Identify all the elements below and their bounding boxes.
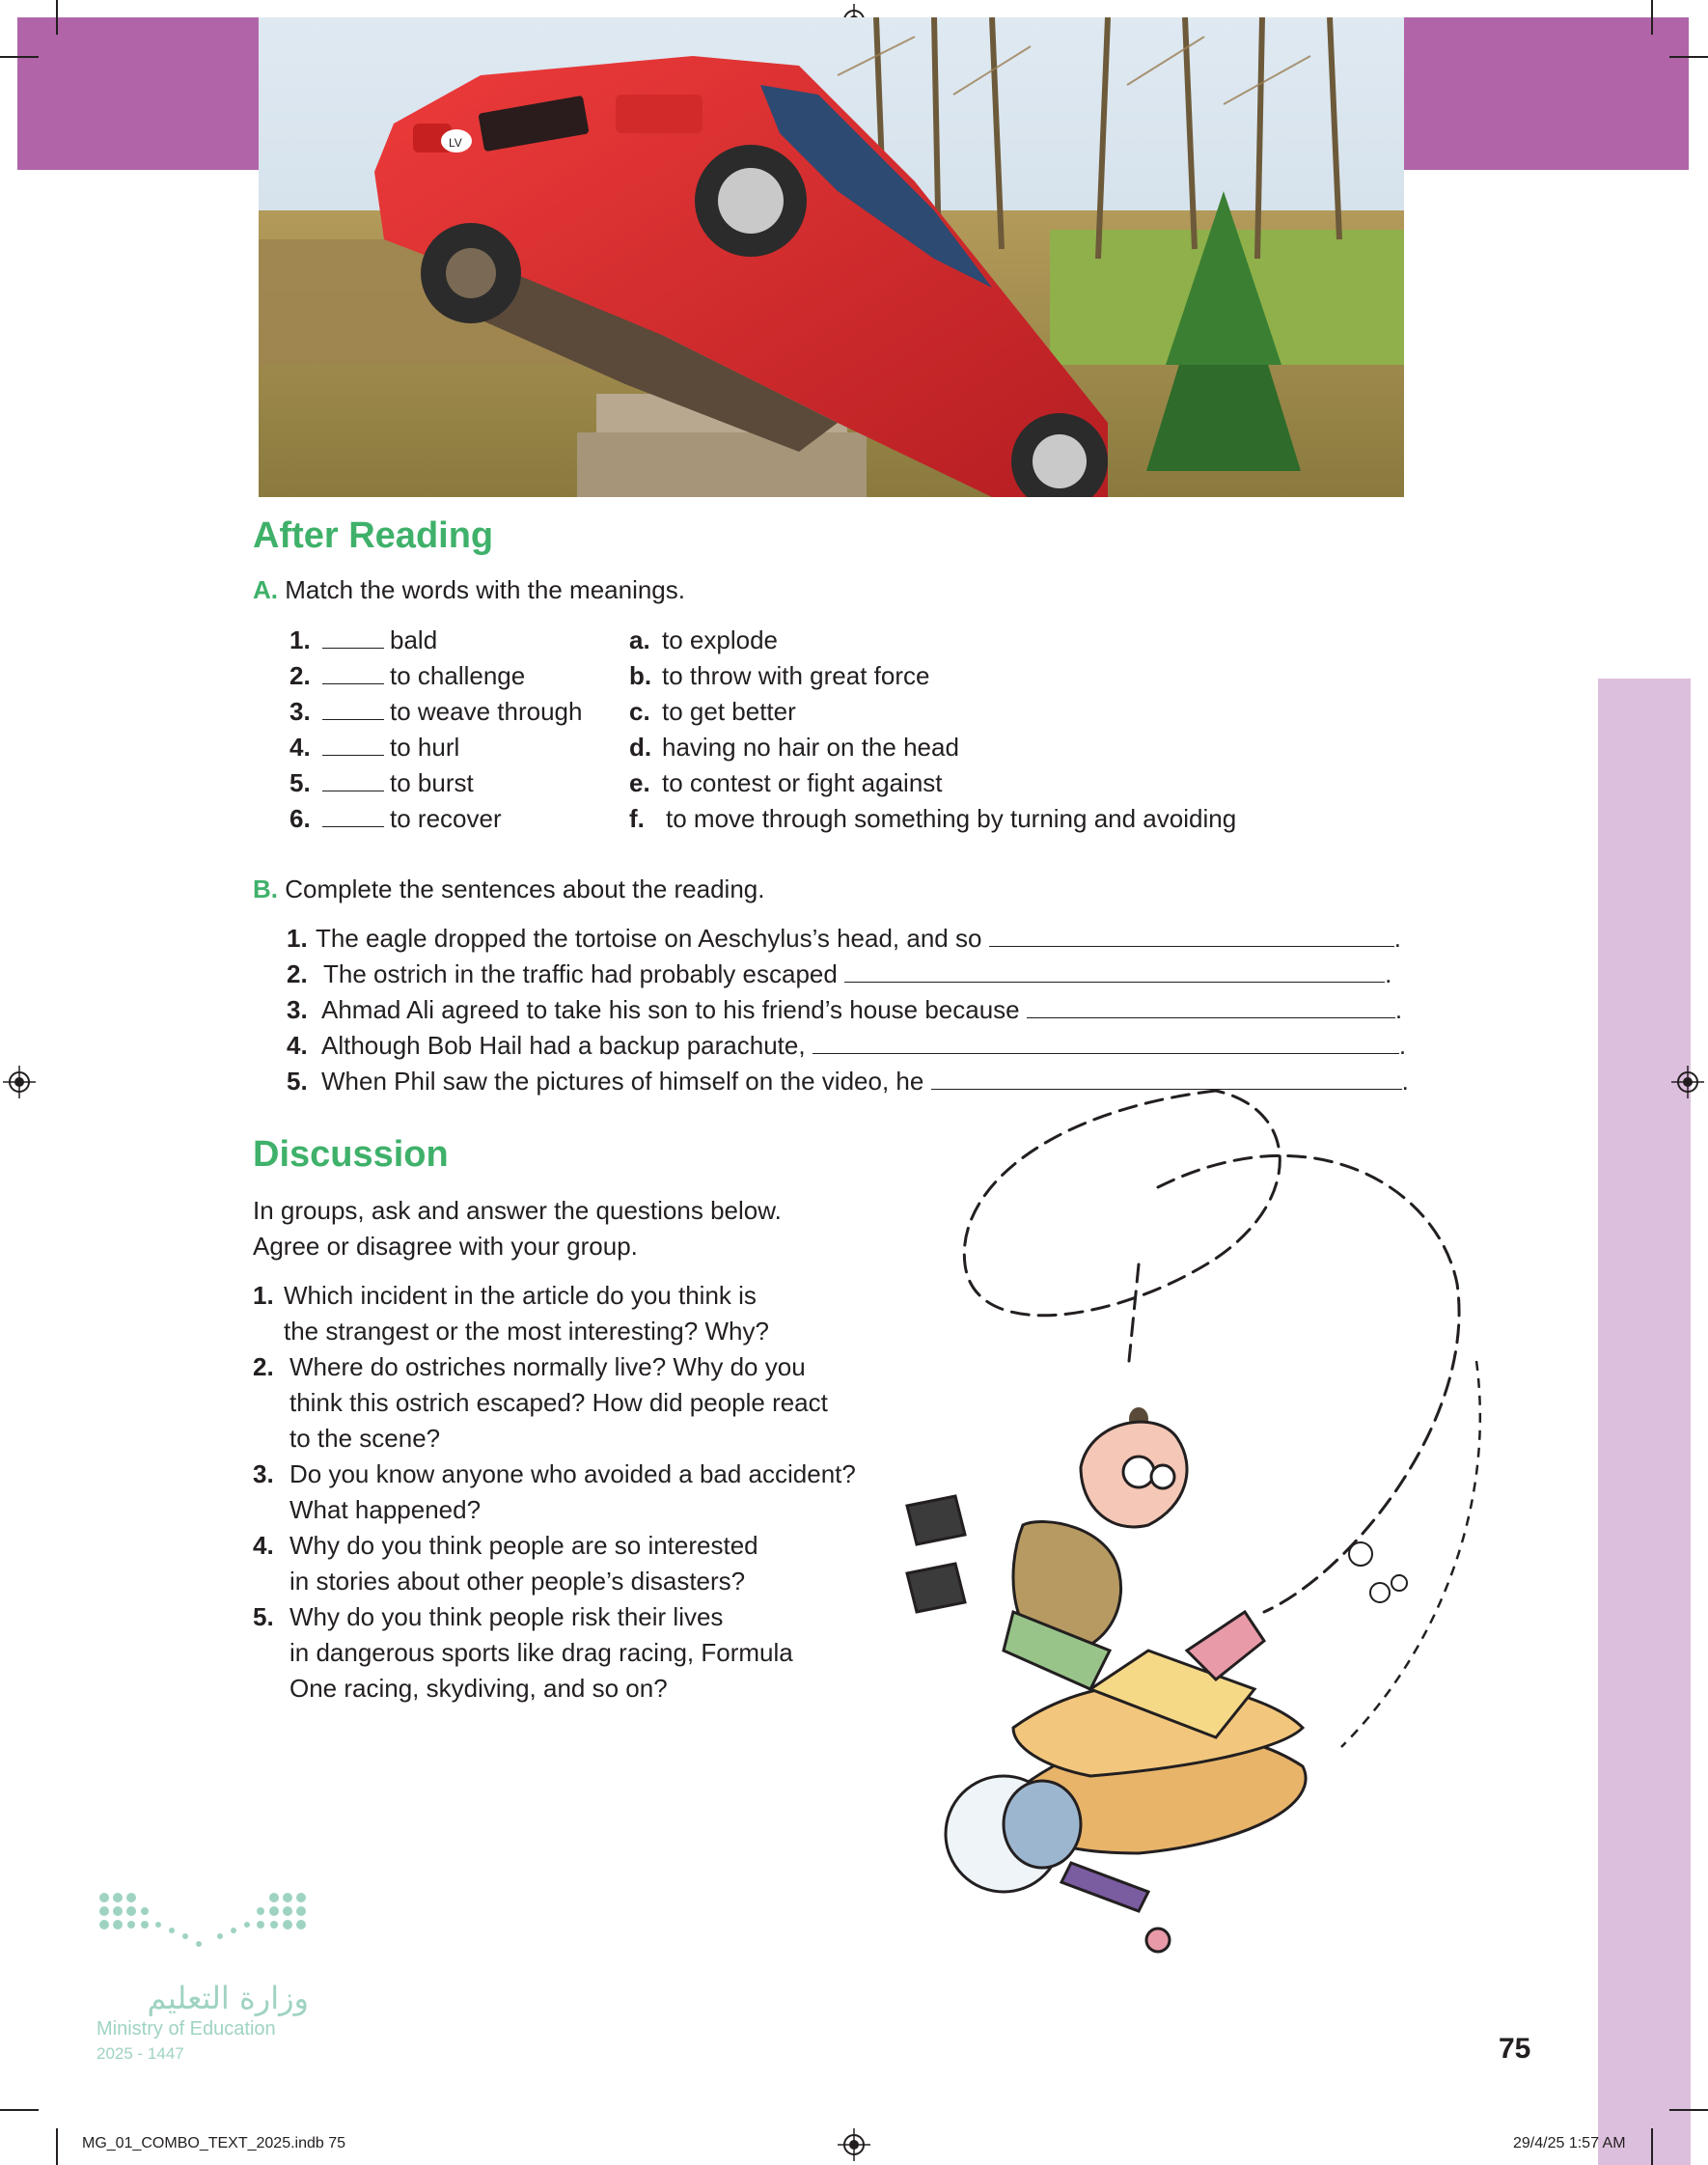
discussion-question: 4. Why do you think people are so interested in stories about other people’s disasters? — [253, 1531, 758, 1596]
crop-mark — [1651, 2128, 1653, 2165]
discussion-question: 5. Why do you think people risk their lives in dangerous sports like drag racing, Formula One racing, skydiving, and so on? — [253, 1602, 793, 1703]
page-number: 75 — [1499, 2033, 1531, 2065]
discussion-question: 1. Which incident in the article do you think is the strangest or the most interesting? Why? — [253, 1281, 769, 1346]
sentence-item: 5. When Phil saw the pictures of himself on the video, he . — [287, 1067, 1409, 1096]
slug-date-info: 29/4/25 1:57 AM — [1513, 2135, 1626, 2151]
answer-line[interactable] — [844, 959, 1385, 983]
plate-badge: LV — [449, 136, 462, 150]
match-meaning-item: c. to get better — [629, 697, 796, 726]
exercise-b-instruction — [253, 872, 764, 907]
registration-mark-icon — [838, 2128, 870, 2161]
ministry-english-name: Ministry of Education — [96, 2018, 276, 2040]
exercise-a-instruction — [253, 572, 685, 608]
match-word-item: 5. to burst — [289, 768, 474, 797]
answer-line[interactable] — [989, 924, 1394, 947]
sentence-item: 3. Ahmad Ali agreed to take his son to his friend’s house because . — [287, 995, 1403, 1024]
ministry-arabic-name: وزارة التعليم — [147, 1980, 309, 2016]
answer-blank[interactable] — [322, 735, 384, 756]
ministry-dots-icon — [96, 1890, 309, 1957]
crop-mark — [1651, 0, 1653, 35]
answer-blank[interactable] — [322, 663, 384, 684]
crop-mark — [56, 2128, 58, 2165]
crop-mark — [56, 0, 58, 35]
match-word-item: 2. to challenge — [289, 661, 526, 690]
section-heading-discussion: Discussion — [253, 1134, 449, 1175]
section-heading-after-reading: After Reading — [253, 515, 494, 556]
answer-line[interactable] — [1027, 995, 1395, 1018]
match-word-item: 3. to weave through — [289, 697, 583, 726]
registration-mark-icon — [1671, 1066, 1704, 1098]
answer-blank[interactable] — [322, 699, 384, 720]
answer-blank[interactable] — [322, 806, 384, 827]
ministry-logo — [96, 1890, 309, 2064]
match-word-item: 1. bald — [289, 625, 438, 654]
crop-mark — [1669, 56, 1708, 58]
discussion-question: 3. Do you know anyone who avoided a bad accident? What happened? — [253, 1459, 856, 1524]
sentence-item: 4. Although Bob Hail had a backup parachute, . — [287, 1031, 1407, 1060]
registration-mark-icon — [3, 1066, 36, 1098]
exercise-b-letter: B. — [253, 874, 278, 903]
match-word-item: 6. to recover — [289, 804, 502, 833]
slug-file-info: MG_01_COMBO_TEXT_2025.indb 75 — [82, 2135, 346, 2151]
car-on-stump-photo — [259, 17, 1404, 497]
discussion-intro: In groups, ask and answer the questions below. Agree or disagree with your group. — [253, 1196, 782, 1261]
side-color-strip — [1598, 679, 1691, 2165]
answer-blank[interactable] — [322, 770, 384, 791]
pilot-ejecting-illustration — [897, 1071, 1496, 1979]
ministry-year: 2025 - 1447 — [96, 2044, 184, 2063]
exercise-a-letter: A. — [253, 575, 278, 604]
crop-mark — [1669, 2109, 1708, 2111]
match-meaning-item: f. to move through something by turning and avoiding — [629, 804, 1237, 833]
header-band-right — [1401, 17, 1689, 170]
exercise-b-text: Complete the sentences about the reading. — [285, 874, 765, 903]
match-meaning-item: b. to throw with great force — [629, 661, 930, 690]
match-meaning-item: d. having no hair on the head — [629, 733, 959, 762]
sentence-item: 1. The eagle dropped the tortoise on Aeschylus’s head, and so . — [287, 924, 1401, 953]
sentence-item: 2. The ostrich in the traffic had probably escaped . — [287, 959, 1392, 988]
answer-blank[interactable] — [322, 627, 384, 649]
discussion-question: 2. Where do ostriches normally live? Why do you think this ostrich escaped? How did people react to the scene? — [253, 1352, 828, 1453]
match-meaning-item: e. to contest or fight against — [629, 768, 943, 797]
crop-mark — [0, 56, 39, 58]
match-word-item: 4. to hurl — [289, 733, 460, 762]
answer-line[interactable] — [813, 1031, 1399, 1054]
header-band-left — [17, 17, 261, 170]
match-meaning-item: a. to explode — [629, 625, 778, 654]
crop-mark — [0, 2109, 39, 2111]
exercise-a-text: Match the words with the meanings. — [285, 575, 685, 604]
